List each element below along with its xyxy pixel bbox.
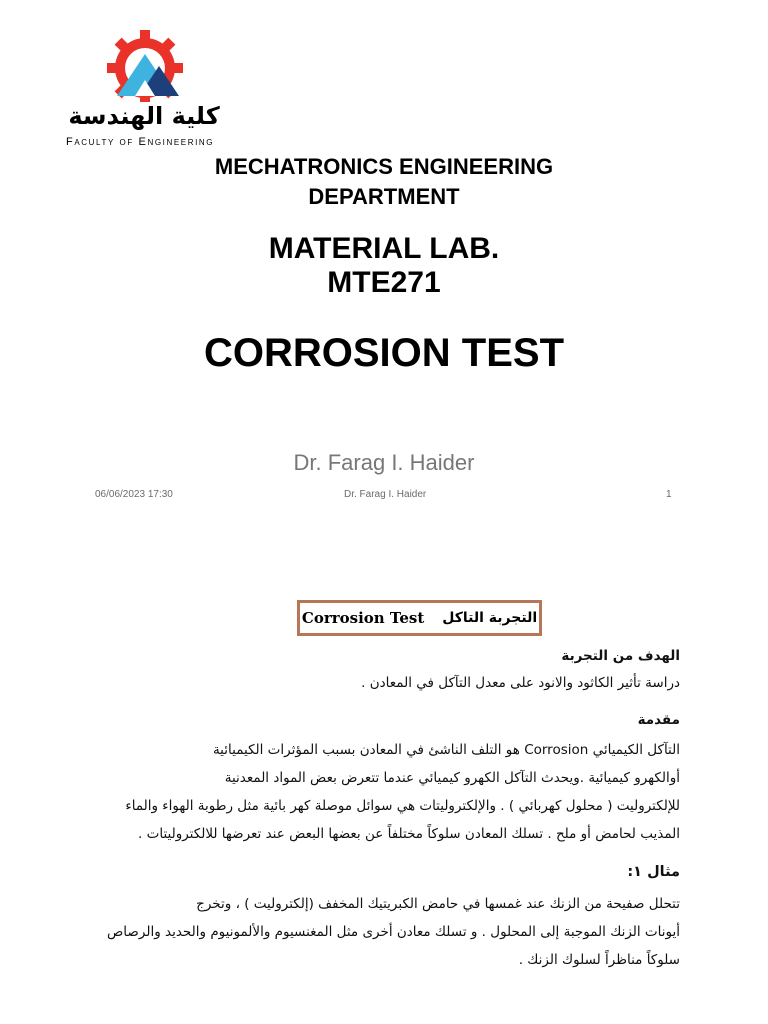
gear-logo-icon [60, 30, 230, 102]
example-line: أيونات الزنك الموجبة إلى المحلول . و تسلك معادن أخرى مثل المغنسيوم والألمونيوم والحديد والرصاص [106, 924, 680, 940]
logo-english-text: Faculty of Engineering [66, 136, 215, 148]
slide-title: CORROSION TEST [203, 331, 565, 375]
experiment-title-box [297, 600, 542, 636]
experiment-title-arabic: التجربة التاكل [442, 610, 538, 626]
footer-date: 06/06/2023 17:30 [95, 489, 173, 500]
department-line-1: MECHATRONICS ENGINEERING [214, 154, 554, 179]
example-line: سلوكاً مناظراً لسلوك الزنك . [518, 952, 680, 968]
example-line: تتحلل صفيحة من الزنك عند غمسها في حامض الكبريتيك المخفف (إلكتروليت ) ، وتخرج [196, 896, 680, 912]
intro-heading: مقدمة [637, 712, 680, 728]
intro-line: المذيب لحامض أو ملح . تسلك المعادن سلوكاً مختلفاً عن بعضها البعض عند تعرضها للالكتروليتات . [138, 826, 680, 842]
experiment-title-english: Corrosion Test [301, 609, 425, 627]
logo-arabic-text: كلية الهندسة [68, 102, 220, 130]
faculty-logo [60, 30, 230, 160]
intro-line: التآكل الكيميائي Corrosion هو التلف الناشئ في المعادن بسبب المؤثرات الكيميائية [212, 742, 680, 758]
course-code: MTE271 [327, 266, 441, 299]
intro-paragraph [90, 736, 680, 848]
intro-line: للإلكتروليت ( محلول كهربائي ) . والإلكتروليتات هي سوائل موصلة كهر بائية مثل رطوبة الهواء والماء [125, 798, 680, 814]
example-paragraph [90, 890, 680, 974]
department-line-2: DEPARTMENT [308, 184, 460, 209]
course-line-1: MATERIAL LAB. [268, 232, 500, 265]
footer-page-number: 1 [666, 489, 672, 500]
objective-heading: الهدف من التجربة [561, 648, 680, 664]
course-heading [0, 232, 768, 300]
intro-line: أوالكهرو كيميائية .ويحدث التآكل الكهرو كيميائي عندما تتعرض بعض المواد المعدنية [224, 770, 680, 786]
example-heading: مثال ١: [627, 864, 680, 880]
slide-author: Dr. Farag I. Haider [293, 450, 475, 475]
objective-text: دراسة تأثير الكاثود والانود على معدل التآكل في المعادن . [361, 675, 680, 691]
footer-author: Dr. Farag I. Haider [344, 489, 427, 500]
department-heading [0, 152, 768, 212]
